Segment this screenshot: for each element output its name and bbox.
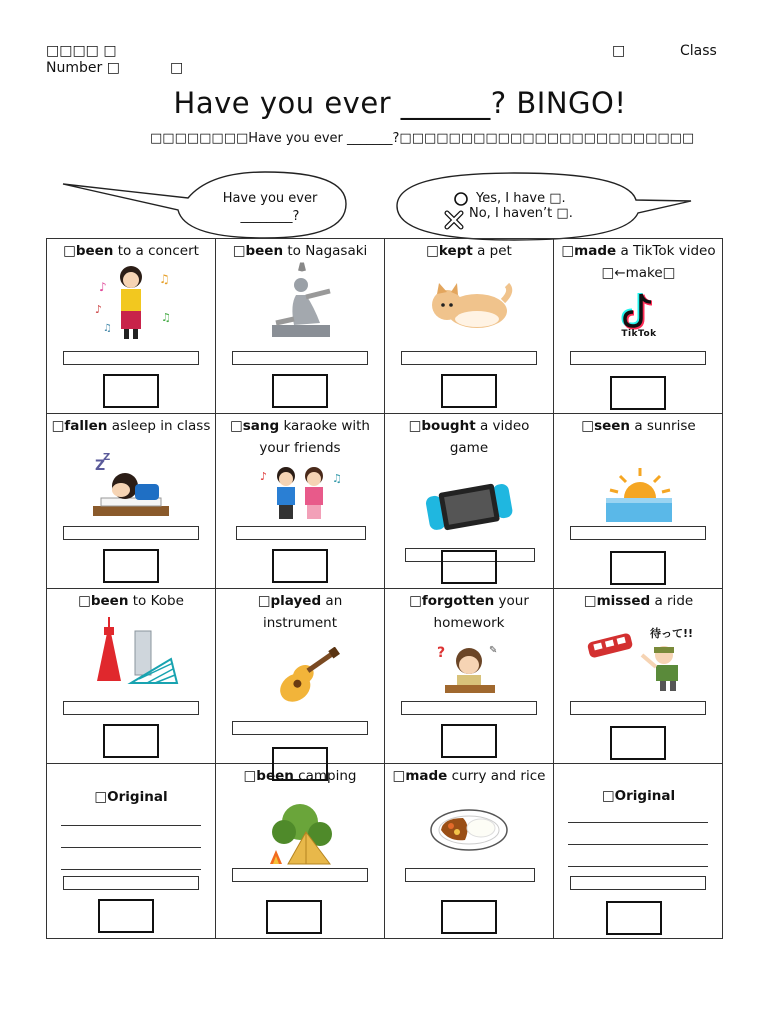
cell-verb: sang: [242, 418, 280, 434]
cell-label: a ride: [650, 593, 694, 609]
peace-statue-icon: [250, 261, 350, 341]
checkbox-glyph: □: [63, 243, 76, 259]
answer-box[interactable]: [103, 549, 159, 583]
cell-label: a pet: [472, 243, 512, 259]
name-label: □□□□ □: [46, 43, 117, 59]
svg-text:✎: ✎: [489, 645, 498, 656]
cell-label: to Nagasaki: [283, 243, 368, 259]
bubble-question-line1: Have you ever: [222, 191, 318, 206]
checkbox-glyph: □: [426, 243, 439, 259]
guitar-icon: [250, 647, 350, 707]
number-glyph: □: [170, 60, 184, 76]
checkbox-glyph: □: [601, 788, 615, 804]
cell-verb: been: [256, 768, 294, 784]
cell-label: camping: [293, 768, 357, 784]
answer-box[interactable]: [441, 550, 497, 584]
concert-singer-icon: [81, 261, 181, 341]
bingo-cell-kobe[interactable]: [47, 589, 216, 764]
checkbox-glyph: □: [243, 768, 257, 784]
bingo-cell-tiktok[interactable]: [554, 239, 723, 414]
answer-box[interactable]: [103, 724, 159, 758]
camping-tent-icon: [250, 794, 350, 874]
cell-label: to Kobe: [128, 593, 184, 609]
bingo-cell-original-right[interactable]: [554, 764, 723, 939]
bingo-cell-instrument[interactable]: [216, 589, 385, 764]
bingo-cell-original-left[interactable]: [47, 764, 216, 939]
checkbox-glyph: □: [392, 768, 406, 784]
bingo-grid: [46, 238, 723, 939]
cell-label: an instrument: [262, 593, 343, 631]
cell-verb: made: [574, 243, 617, 259]
number-label: Number □: [46, 60, 120, 76]
class-label: Class: [680, 43, 717, 59]
answer-box[interactable]: [272, 549, 328, 583]
karaoke-kids-icon: [250, 462, 350, 524]
cell-label: a sunrise: [630, 418, 696, 434]
cell-verb: missed: [596, 593, 651, 609]
sleeping-student-icon: [81, 448, 181, 528]
svg-text:♪: ♪: [99, 280, 107, 294]
bingo-cell-nagasaki[interactable]: [216, 239, 385, 414]
cell-verb: seen: [594, 418, 631, 434]
svg-text:♫: ♫: [332, 472, 342, 485]
answer-no: No, I haven’t □.: [469, 206, 573, 221]
svg-text:♫: ♫: [161, 311, 171, 324]
checkbox-glyph: □: [78, 593, 91, 609]
bingo-cell-asleep[interactable]: [47, 414, 216, 589]
svg-text:Z: Z: [103, 452, 111, 463]
cell-verb: been: [245, 243, 284, 259]
bingo-cell-homework[interactable]: [385, 589, 554, 764]
cell-label: karaoke with your friends: [259, 418, 370, 456]
checkbox-glyph: □: [94, 789, 108, 805]
bubble-question-line2: ________?: [240, 209, 300, 224]
checkbox-glyph: □: [581, 418, 595, 434]
cell-label: a video game: [449, 418, 530, 456]
cell-verb: forgotten: [421, 593, 495, 609]
answer-box[interactable]: [103, 374, 159, 408]
answer-box[interactable]: [606, 901, 662, 935]
game-console-icon: [419, 480, 519, 532]
bingo-cell-sunrise[interactable]: [554, 414, 723, 589]
cell-verb: bought: [421, 418, 476, 434]
cell-verb: Original: [614, 788, 676, 804]
answer-box[interactable]: [441, 374, 497, 408]
cell-verb: Original: [107, 789, 168, 805]
bingo-cell-camping[interactable]: [216, 764, 385, 939]
cell-verb: fallen: [64, 418, 108, 434]
cell-verb: kept: [438, 243, 473, 259]
sunrise-icon: [588, 456, 688, 536]
tiktok-logo-text: TikTok: [621, 329, 657, 339]
answer-box[interactable]: [272, 374, 328, 408]
svg-text:Z: Z: [95, 458, 106, 474]
cell-label: asleep in class: [107, 418, 211, 434]
checkbox-glyph: □: [232, 243, 246, 259]
checkbox-glyph: □: [408, 418, 422, 434]
cell-label: a TikTok video □←make□: [601, 243, 716, 281]
svg-text:?: ?: [437, 645, 446, 661]
svg-text:♫: ♫: [159, 272, 170, 286]
answer-box[interactable]: [441, 900, 497, 934]
svg-text:♪: ♪: [260, 470, 268, 483]
cell-verb: been: [75, 243, 114, 259]
answer-box[interactable]: [441, 724, 497, 758]
checkbox-glyph: □: [257, 593, 271, 609]
checkbox-glyph: □: [230, 418, 243, 434]
answer-box[interactable]: [98, 899, 154, 933]
circle-mark-icon: [453, 191, 469, 207]
svg-text:♫: ♫: [103, 323, 112, 334]
cell-verb: been: [90, 593, 129, 609]
bingo-cell-video-game[interactable]: [385, 414, 554, 589]
answer-box[interactable]: [610, 726, 666, 760]
confused-student-icon: [419, 639, 519, 695]
bingo-cell-pet[interactable]: [385, 239, 554, 414]
checkbox-glyph: □: [561, 243, 575, 259]
checkbox-glyph: □: [583, 593, 597, 609]
shiba-dog-icon: [419, 261, 519, 341]
svg-text:♪: ♪: [95, 303, 103, 316]
instructions: □□□□□□□□Have you ever _______?□□□□□□□□□□□□□□□□□□□□□□□□: [150, 131, 695, 146]
cell-label: curry and rice: [447, 768, 546, 784]
cell-label: to a concert: [113, 243, 199, 259]
header-glyph: □: [612, 43, 626, 59]
bingo-cell-concert[interactable]: [47, 239, 216, 414]
checkbox-glyph: □: [409, 593, 422, 609]
cell-verb: played: [270, 593, 322, 609]
curry-rice-icon: [419, 804, 519, 856]
cross-mark-icon: [444, 210, 464, 230]
page-title: Have you ever ______? BINGO!: [173, 86, 627, 120]
bingo-cell-karaoke[interactable]: [216, 414, 385, 589]
bingo-cell-curry[interactable]: [385, 764, 554, 939]
cell-verb: made: [405, 768, 448, 784]
checkbox-glyph: □: [51, 418, 65, 434]
answer-box[interactable]: [610, 376, 666, 410]
cell-label: your homework: [433, 593, 529, 631]
bingo-cell-missed-ride[interactable]: [554, 589, 723, 764]
kobe-tower-icon: [81, 611, 181, 691]
answer-yes: Yes, I have □.: [476, 191, 566, 206]
answer-box[interactable]: [610, 551, 666, 585]
answer-box[interactable]: [266, 900, 322, 934]
speech-text: 待って!!: [650, 627, 694, 640]
